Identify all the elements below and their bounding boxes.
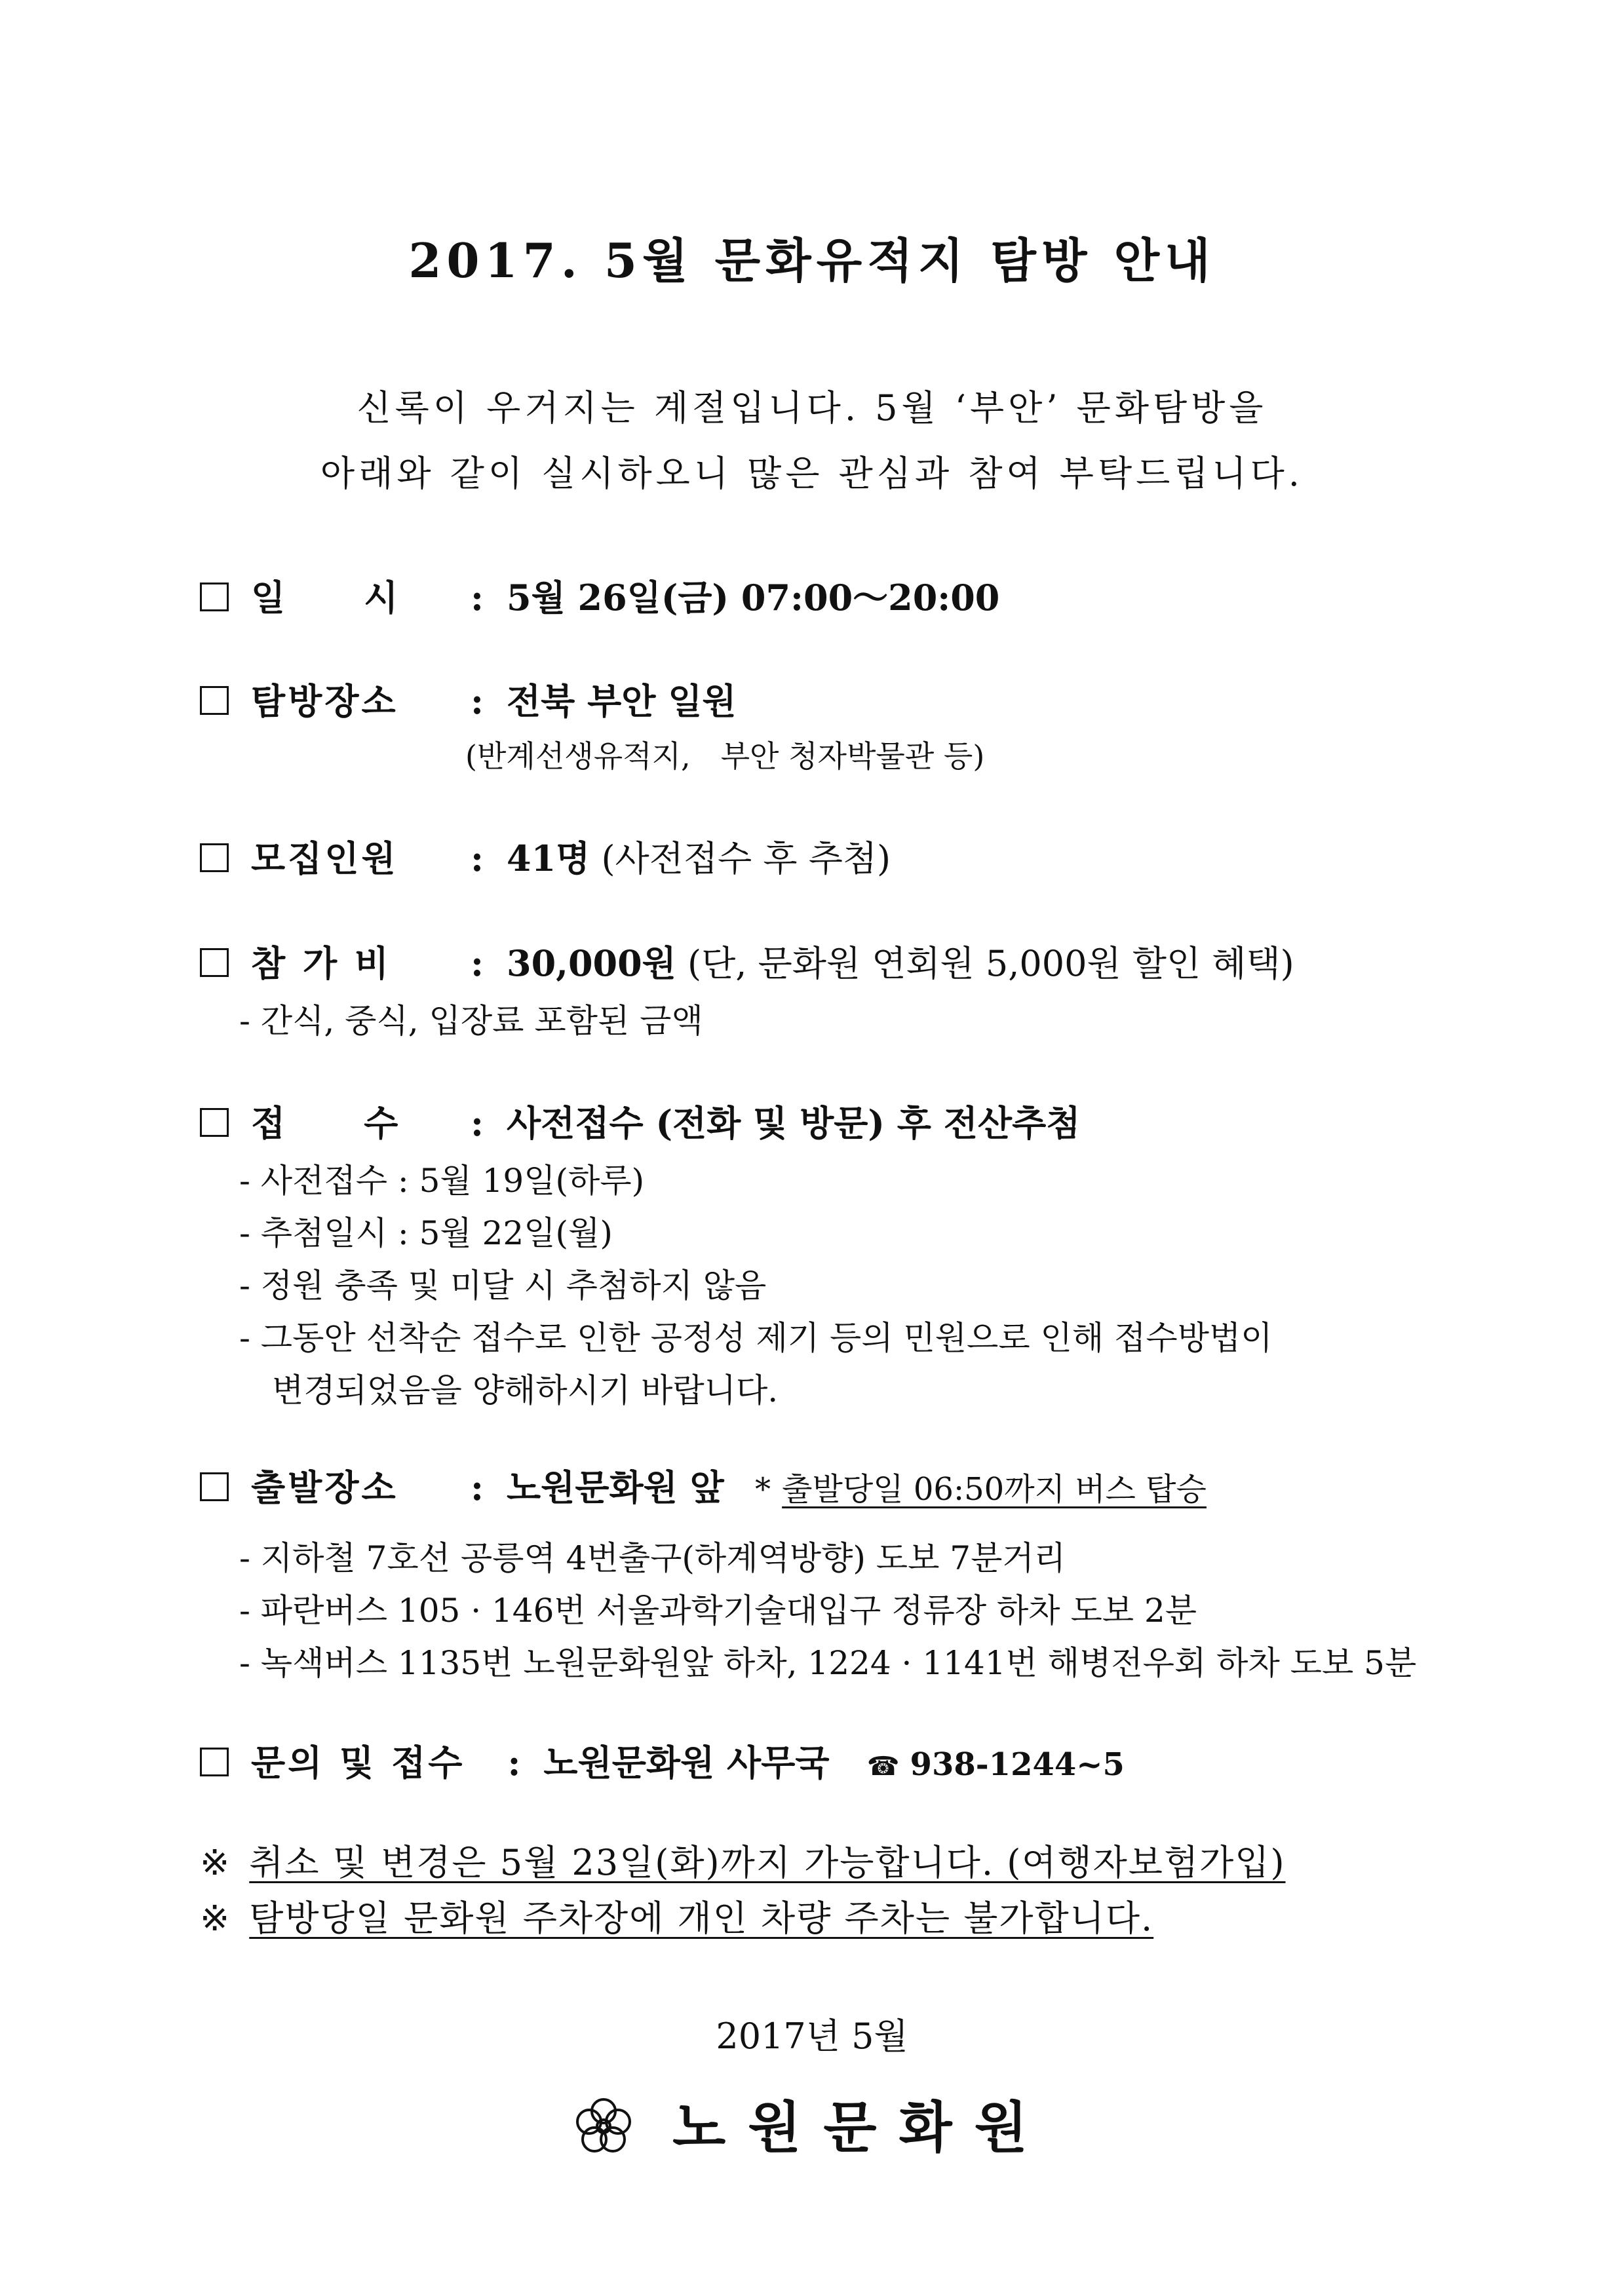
schedule-label: 일 시 — [251, 577, 401, 619]
notice-parking — [200, 1890, 1153, 1941]
checkbox-icon — [200, 1108, 229, 1137]
departure-section: 출발장소 : 노원문화원 앞 * 출발당일 06:50까지 버스 탑승 — [200, 1460, 1207, 1510]
contact-label: 문의 및 접수 — [251, 1742, 465, 1784]
reception-item: - 추첨일시 : 5월 22일(월) — [239, 1214, 613, 1252]
issue-date: 2017년 5월 — [716, 2016, 908, 2057]
schedule-value: 5월 26일(금) 07:00～20:00 — [507, 577, 1000, 619]
fee-note: (단, 문화원 연회원 5,000원 할인 혜택) — [687, 943, 1294, 984]
fee-value: 30,000원 — [507, 942, 676, 984]
departure-item: - 지하철 7호선 공릉역 4번출구(하계역방향) 도보 7분거리 — [239, 1539, 1066, 1577]
flower-emblem-icon — [574, 2097, 633, 2169]
notice-cancel — [200, 1835, 1286, 1885]
reception-item: 변경되었음을 양해하시기 바랍니다. — [239, 1371, 779, 1409]
place-section: 탐방장소 : 전북 부안 일원 — [200, 674, 737, 724]
contact-section: 문의 및 접수 : 노원문화원 사무국 ☎ 938-1244~5 — [200, 1735, 1125, 1786]
fee-label: 참 가 비 — [251, 942, 392, 984]
departure-note-mark: * — [754, 1471, 771, 1508]
checkbox-icon — [200, 1472, 229, 1501]
departure-label: 출발장소 — [251, 1466, 398, 1508]
checkbox-icon — [200, 1748, 229, 1776]
reference-mark: ※ — [200, 1898, 231, 1939]
departure-value: 노원문화원 앞 — [507, 1466, 724, 1508]
reception-item: - 정원 충족 및 미달 시 추첨하지 않음 — [239, 1267, 767, 1305]
fee-section: 참 가 비 : 30,000원 (단, 문화원 연회원 5,000원 할인 혜택) — [200, 936, 1294, 986]
intro-line-2: 아래와 같이 실시하오니 많은 관심과 참여 부탁드립니다. — [320, 453, 1304, 494]
reception-item: - 사전접수 : 5월 19일(하루) — [239, 1162, 645, 1200]
contact-phone: 938-1244~5 — [910, 1746, 1125, 1783]
contact-phone-group — [867, 1742, 1125, 1784]
reference-mark: ※ — [200, 1842, 231, 1883]
reception-section: 접 수 : 사전접수 (전화 및 방문) 후 전산추첨 — [200, 1096, 1080, 1146]
recruit-note: (사전접수 후 추첨) — [601, 838, 891, 879]
checkbox-icon — [200, 843, 229, 872]
intro-line-1: 신록이 우거지는 계절입니다. 5월 ‘부안’ 문화탐방을 — [357, 387, 1267, 429]
schedule-section: 일 시 : 5월 26일(금) 07:00～20:00 — [200, 570, 999, 621]
reception-label: 접 수 — [251, 1102, 401, 1144]
departure-item: - 녹색버스 1135번 노원문화원앞 하차, 1224 · 1141번 해병전우회 하차 도보 5분 — [239, 1644, 1417, 1682]
reception-item: - 그동안 선착순 접수로 인한 공정성 제기 등의 민원으로 인해 접수방법이 — [239, 1319, 1273, 1357]
place-label: 탐방장소 — [251, 680, 398, 722]
contact-value: 노원문화원 사무국 — [543, 1742, 830, 1784]
reception-value: 사전접수 (전화 및 방문) 후 전산추첨 — [507, 1102, 1081, 1144]
phone-icon: ☎ — [866, 1751, 900, 1782]
checkbox-icon — [200, 686, 229, 715]
checkbox-icon — [200, 583, 229, 611]
recruit-value: 41명 — [507, 837, 590, 879]
recruit-label: 모집인원 — [251, 837, 398, 879]
fee-detail: - 간식, 중식, 입장료 포함된 금액 — [239, 1002, 703, 1040]
notice-text: 탐방당일 문화원 주차장에 개인 차량 주차는 불가합니다. — [249, 1898, 1154, 1939]
organization-signature — [0, 2084, 1624, 2169]
recruit-section: 모집인원 : 41명 (사전접수 후 추첨) — [200, 831, 891, 881]
departure-item: - 파란버스 105 · 146번 서울과학기술대입구 정류장 하차 도보 2분 — [239, 1592, 1197, 1630]
checkbox-icon — [200, 948, 229, 977]
place-detail: (반계선생유적지, 부안 청자박물관 등) — [465, 738, 985, 774]
place-value: 전북 부안 일원 — [507, 680, 737, 722]
organization-name: 노원문화원 — [672, 2095, 1050, 2160]
departure-note: 출발당일 06:50까지 버스 탑승 — [782, 1471, 1207, 1508]
page-title: 2017. 5월 문화유적지 탐방 안내 — [408, 233, 1216, 288]
notice-text: 취소 및 변경은 5월 23일(화)까지 가능합니다. (여행자보험가입) — [249, 1842, 1286, 1883]
